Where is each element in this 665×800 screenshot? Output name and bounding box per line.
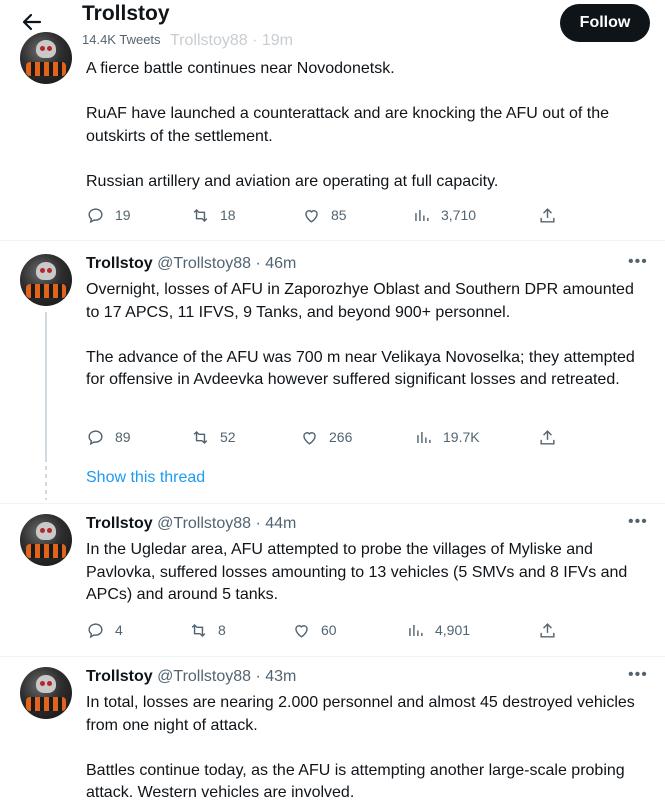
heart-icon xyxy=(292,621,311,640)
retweet-count: 8 xyxy=(218,622,226,638)
more-icon[interactable]: ••• xyxy=(628,253,648,270)
reply-button[interactable] xyxy=(86,203,131,227)
reply-count: 4 xyxy=(115,622,123,638)
like-button[interactable] xyxy=(300,425,352,449)
tweet-count: 14.4K Tweets xyxy=(82,32,161,47)
display-name[interactable]: Trollstoy xyxy=(86,668,153,685)
retweet-button[interactable] xyxy=(189,618,226,642)
reply-icon xyxy=(86,206,105,225)
tweet-paragraph: In total, losses are nearing 2.000 personnel and almost 45 destroyed vehicles from one night of attack. xyxy=(86,694,635,734)
more-icon[interactable]: ••• xyxy=(628,513,648,530)
handle-time[interactable]: @Trollstoy88 · 44m xyxy=(157,515,297,532)
reply-count: 19 xyxy=(115,207,131,223)
like-count: 85 xyxy=(331,207,347,223)
thread-dots xyxy=(45,466,47,500)
display-name[interactable]: Trollstoy xyxy=(86,255,153,272)
back-button[interactable] xyxy=(20,10,44,34)
thread-line xyxy=(45,312,47,462)
more-icon[interactable]: ••• xyxy=(628,666,648,683)
tweet-paragraph: Russian artillery and aviation are operating at full capacity. xyxy=(86,172,499,190)
avatar[interactable] xyxy=(20,667,72,719)
views-button[interactable] xyxy=(414,425,480,449)
views-count: 3,710 xyxy=(441,207,477,223)
like-count: 266 xyxy=(329,429,353,445)
share-button[interactable] xyxy=(538,425,567,449)
retweet-count: 18 xyxy=(220,207,236,223)
avatar[interactable] xyxy=(20,514,72,566)
retweet-button[interactable] xyxy=(191,425,236,449)
tweet-text xyxy=(86,58,651,193)
tweet-paragraph: In the Ugledar area, AFU attempted to probe the villages of Myliske and Pavlovka, suffered losses amounting to 13 vehicles (5 SMVs and 8 IFVs and APCs) and around 5 tanks. xyxy=(86,541,628,603)
tweet-text xyxy=(86,692,651,800)
views-button[interactable] xyxy=(406,618,470,642)
tweet-paragraph: Overnight, losses of AFU in Zaporozhye Oblast and Southern DPR amounted to 17 APCS, 11 IFVS, 9 Tanks, and beyond 900+ personnel. xyxy=(86,281,634,321)
reply-button[interactable] xyxy=(86,425,131,449)
tweet-author[interactable] xyxy=(86,668,296,686)
share-button[interactable] xyxy=(538,618,567,642)
tweet-text xyxy=(86,279,651,392)
retweet-icon xyxy=(189,621,208,640)
share-icon xyxy=(538,428,557,447)
handle-time[interactable]: @Trollstoy88 · 43m xyxy=(157,668,297,685)
heart-icon xyxy=(302,206,321,225)
tweet-actions xyxy=(86,425,566,449)
divider xyxy=(0,503,665,504)
profile-header xyxy=(0,0,665,50)
reply-button[interactable] xyxy=(86,618,123,642)
tweet-actions xyxy=(86,203,566,227)
display-name[interactable]: Trollstoy xyxy=(86,515,153,532)
show-thread-link[interactable]: Show this thread xyxy=(86,469,206,486)
views-icon xyxy=(406,621,425,640)
tweet-paragraph: RuAF have launched a counterattack and are knocking the AFU out of the outskirts of the settlement. xyxy=(86,105,609,145)
tweet-paragraph: The advance of the AFU was 700 m near Velikaya Novoselka; they attempted for offensive in Avdeevka however suffered significant losses and retreated. xyxy=(86,348,635,388)
like-button[interactable] xyxy=(302,203,347,227)
views-count: 4,901 xyxy=(435,622,471,638)
retweet-button[interactable] xyxy=(191,203,236,227)
retweet-icon xyxy=(191,428,210,447)
tweet-author[interactable] xyxy=(86,255,296,273)
avatar[interactable] xyxy=(20,32,72,84)
reply-icon xyxy=(86,621,105,640)
retweet-icon xyxy=(191,206,210,225)
views-icon xyxy=(414,428,433,447)
tweet-author[interactable] xyxy=(86,515,296,533)
handle-time[interactable]: @Trollstoy88 · 46m xyxy=(157,255,297,272)
views-count: 19.7K xyxy=(443,429,480,445)
views-icon xyxy=(412,206,431,225)
retweet-count: 52 xyxy=(220,429,236,445)
share-icon xyxy=(538,621,557,640)
tweet-text xyxy=(86,539,651,607)
follow-button[interactable]: Follow xyxy=(560,4,650,42)
reply-icon xyxy=(86,428,105,447)
views-button[interactable] xyxy=(412,203,476,227)
background-handle-text: Trollstoy88 · 19m xyxy=(170,32,293,49)
tweet-paragraph: Battles continue today, as the AFU is attempting another large-scale probing attack. Western vehicles are involved. xyxy=(86,761,625,800)
tweet-paragraph: A fierce battle continues near Novodonetsk. xyxy=(86,60,395,77)
divider xyxy=(0,656,665,657)
share-icon xyxy=(538,206,557,225)
divider xyxy=(0,240,665,241)
heart-icon xyxy=(300,428,319,447)
share-button[interactable] xyxy=(538,203,567,227)
profile-name: Trollstoy xyxy=(82,2,170,25)
like-count: 60 xyxy=(321,622,337,638)
tweet-actions xyxy=(86,618,566,642)
like-button[interactable] xyxy=(292,618,337,642)
avatar[interactable] xyxy=(20,254,72,306)
arrow-left-icon xyxy=(20,10,44,34)
reply-count: 89 xyxy=(115,429,131,445)
